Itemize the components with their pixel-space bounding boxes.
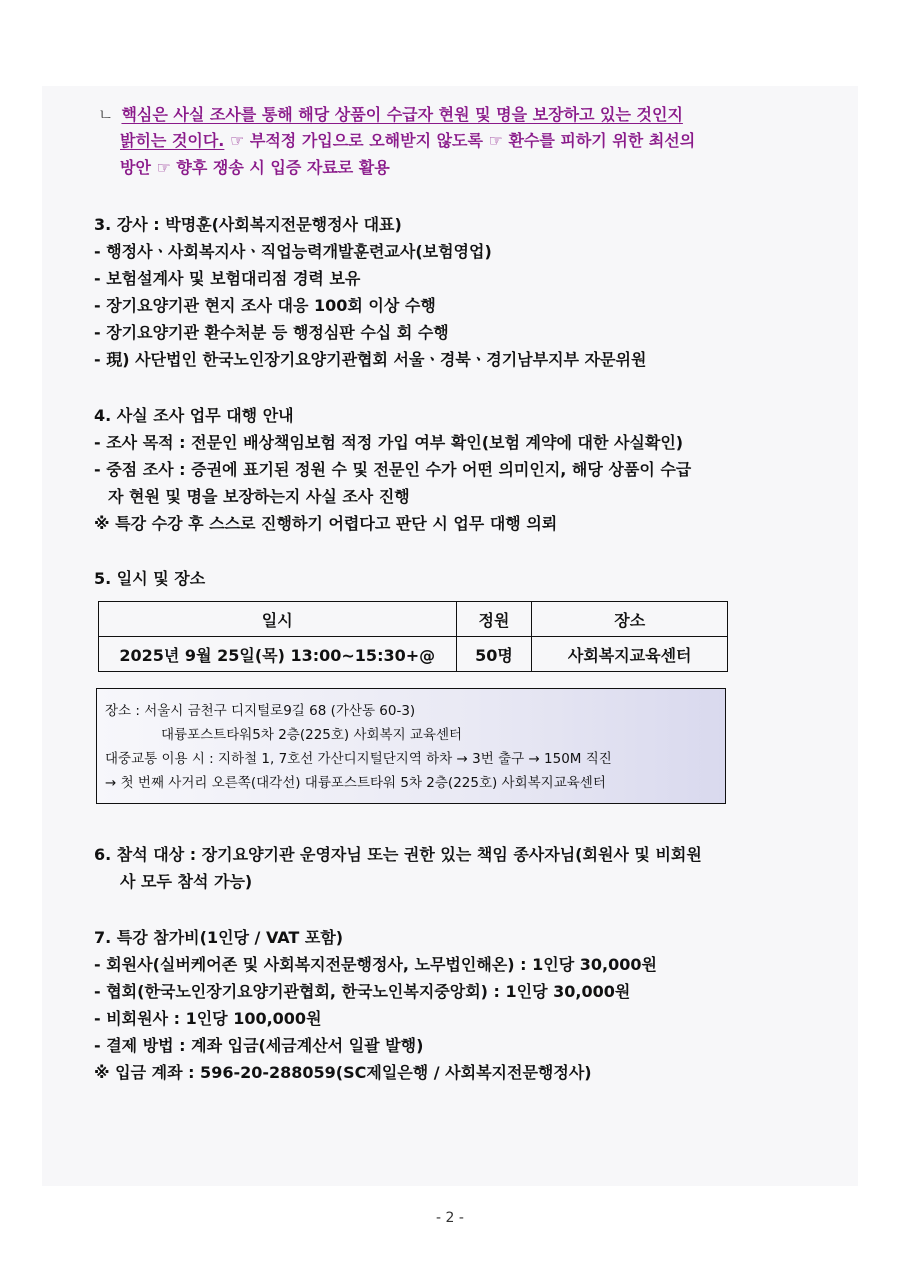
section7-item: - 비회원사 : 1인당 100,000원 [94,1009,322,1028]
table-cell-capacity: 50명 [456,637,532,672]
section7-item: - 협회(한국노인장기요양기관협회, 한국노인복지중앙회) : 1인당 30,000원 [94,982,631,1001]
table-header: 장소 [532,602,728,637]
section5-title: 5. 일시 및 장소 [94,569,206,588]
table-cell-datetime: 2025년 9월 25일(목) 13:00~15:30+@ [99,637,457,672]
page-number: - 2 - [436,1210,464,1226]
section7-item: - 결제 방법 : 계좌 입금(세금계산서 일괄 발행) [94,1036,424,1055]
section6-line-1: 6. 참석 대상 : 장기요양기관 운영자님 또는 권한 있는 책임 종사자님(회원사 및 비회원 [94,845,702,864]
transit-directions-cont: → 첫 번째 사거리 오른쪽(대각선) 대륭포스트타워 5차 2층(225호) 사회복지교육센터 [105,775,606,791]
section4-title: 4. 사실 조사 업무 대행 안내 [94,406,294,425]
table-header: 일시 [99,602,457,637]
section3-item: - 장기요양기관 환수처분 등 행정심판 수십 회 수행 [94,323,449,342]
location-address: 장소 : 서울시 금천구 디지털로9길 68 (가산동 60-3) [105,703,416,719]
section3-item: - 행정사ㆍ사회복지사ㆍ직업능력개발훈련교사(보험영업) [94,242,492,261]
section6-line-2: 사 모두 참석 가능) [120,872,253,891]
section3-item: - 보험설계사 및 보험대리점 경력 보유 [94,269,361,288]
table-cell-venue: 사회복지교육센터 [532,637,728,672]
location-building: 대륭포스트타워5차 2층(225호) 사회복지 교육센터 [161,727,463,743]
section3-item: - 現) 사단법인 한국노인장기요양기관협회 서울ㆍ경북ㆍ경기남부지부 자문위원 [94,350,647,369]
table-row [99,637,728,672]
section3-item: - 장기요양기관 현지 조사 대응 100회 이상 수행 [94,296,436,315]
transit-directions: 대중교통 이용 시 : 지하철 1, 7호선 가산디지털단지역 하차 → 3번 출구 → 150M 직진 [105,751,612,767]
summary-bullet: ㄴ [98,105,114,124]
summary-line-2: 밝히는 것이다. ☞ 부적정 가입으로 오해받지 않도록 ☞ 환수를 피하기 위한 최선의 [120,131,696,150]
table-header: 정원 [456,602,532,637]
schedule-table [98,601,728,672]
section4-item: - 중점 조사 : 증권에 표기된 정원 수 및 전문인 수가 어떤 의미인지, 해당 상품이 수급 [94,460,692,479]
section4-item: - 조사 목적 : 전문인 배상책임보험 적정 가입 여부 확인(보험 계약에 대한 사실확인) [94,433,684,452]
summary-line-1: ㄴ 핵심은 사실 조사를 통해 해당 상품이 수급자 현원 및 명을 보장하고 있는 것인지 [98,105,683,124]
section7-account: ※ 입금 계좌 : 596-20-288059(SC제일은행 / 사회복지전문행정사) [94,1063,592,1082]
section7-title: 7. 특강 참가비(1인당 / VAT 포함) [94,928,344,947]
section7-item: - 회원사(실버케어존 및 사회복지전문행정사, 노무법인해온) : 1인당 30,000원 [94,955,657,974]
table-header-row [99,602,728,637]
location-info-box [96,688,726,804]
summary-line-3: 방안 ☞ 향후 쟁송 시 입증 자료로 활용 [120,158,390,177]
section4-item-cont: 자 현원 및 명을 보장하는지 사실 조사 진행 [108,487,410,506]
section3-title: 3. 강사 : 박명훈(사회복지전문행정사 대표) [94,215,402,234]
section4-note: ※ 특강 수강 후 스스로 진행하기 어렵다고 판단 시 업무 대행 의뢰 [94,514,558,533]
